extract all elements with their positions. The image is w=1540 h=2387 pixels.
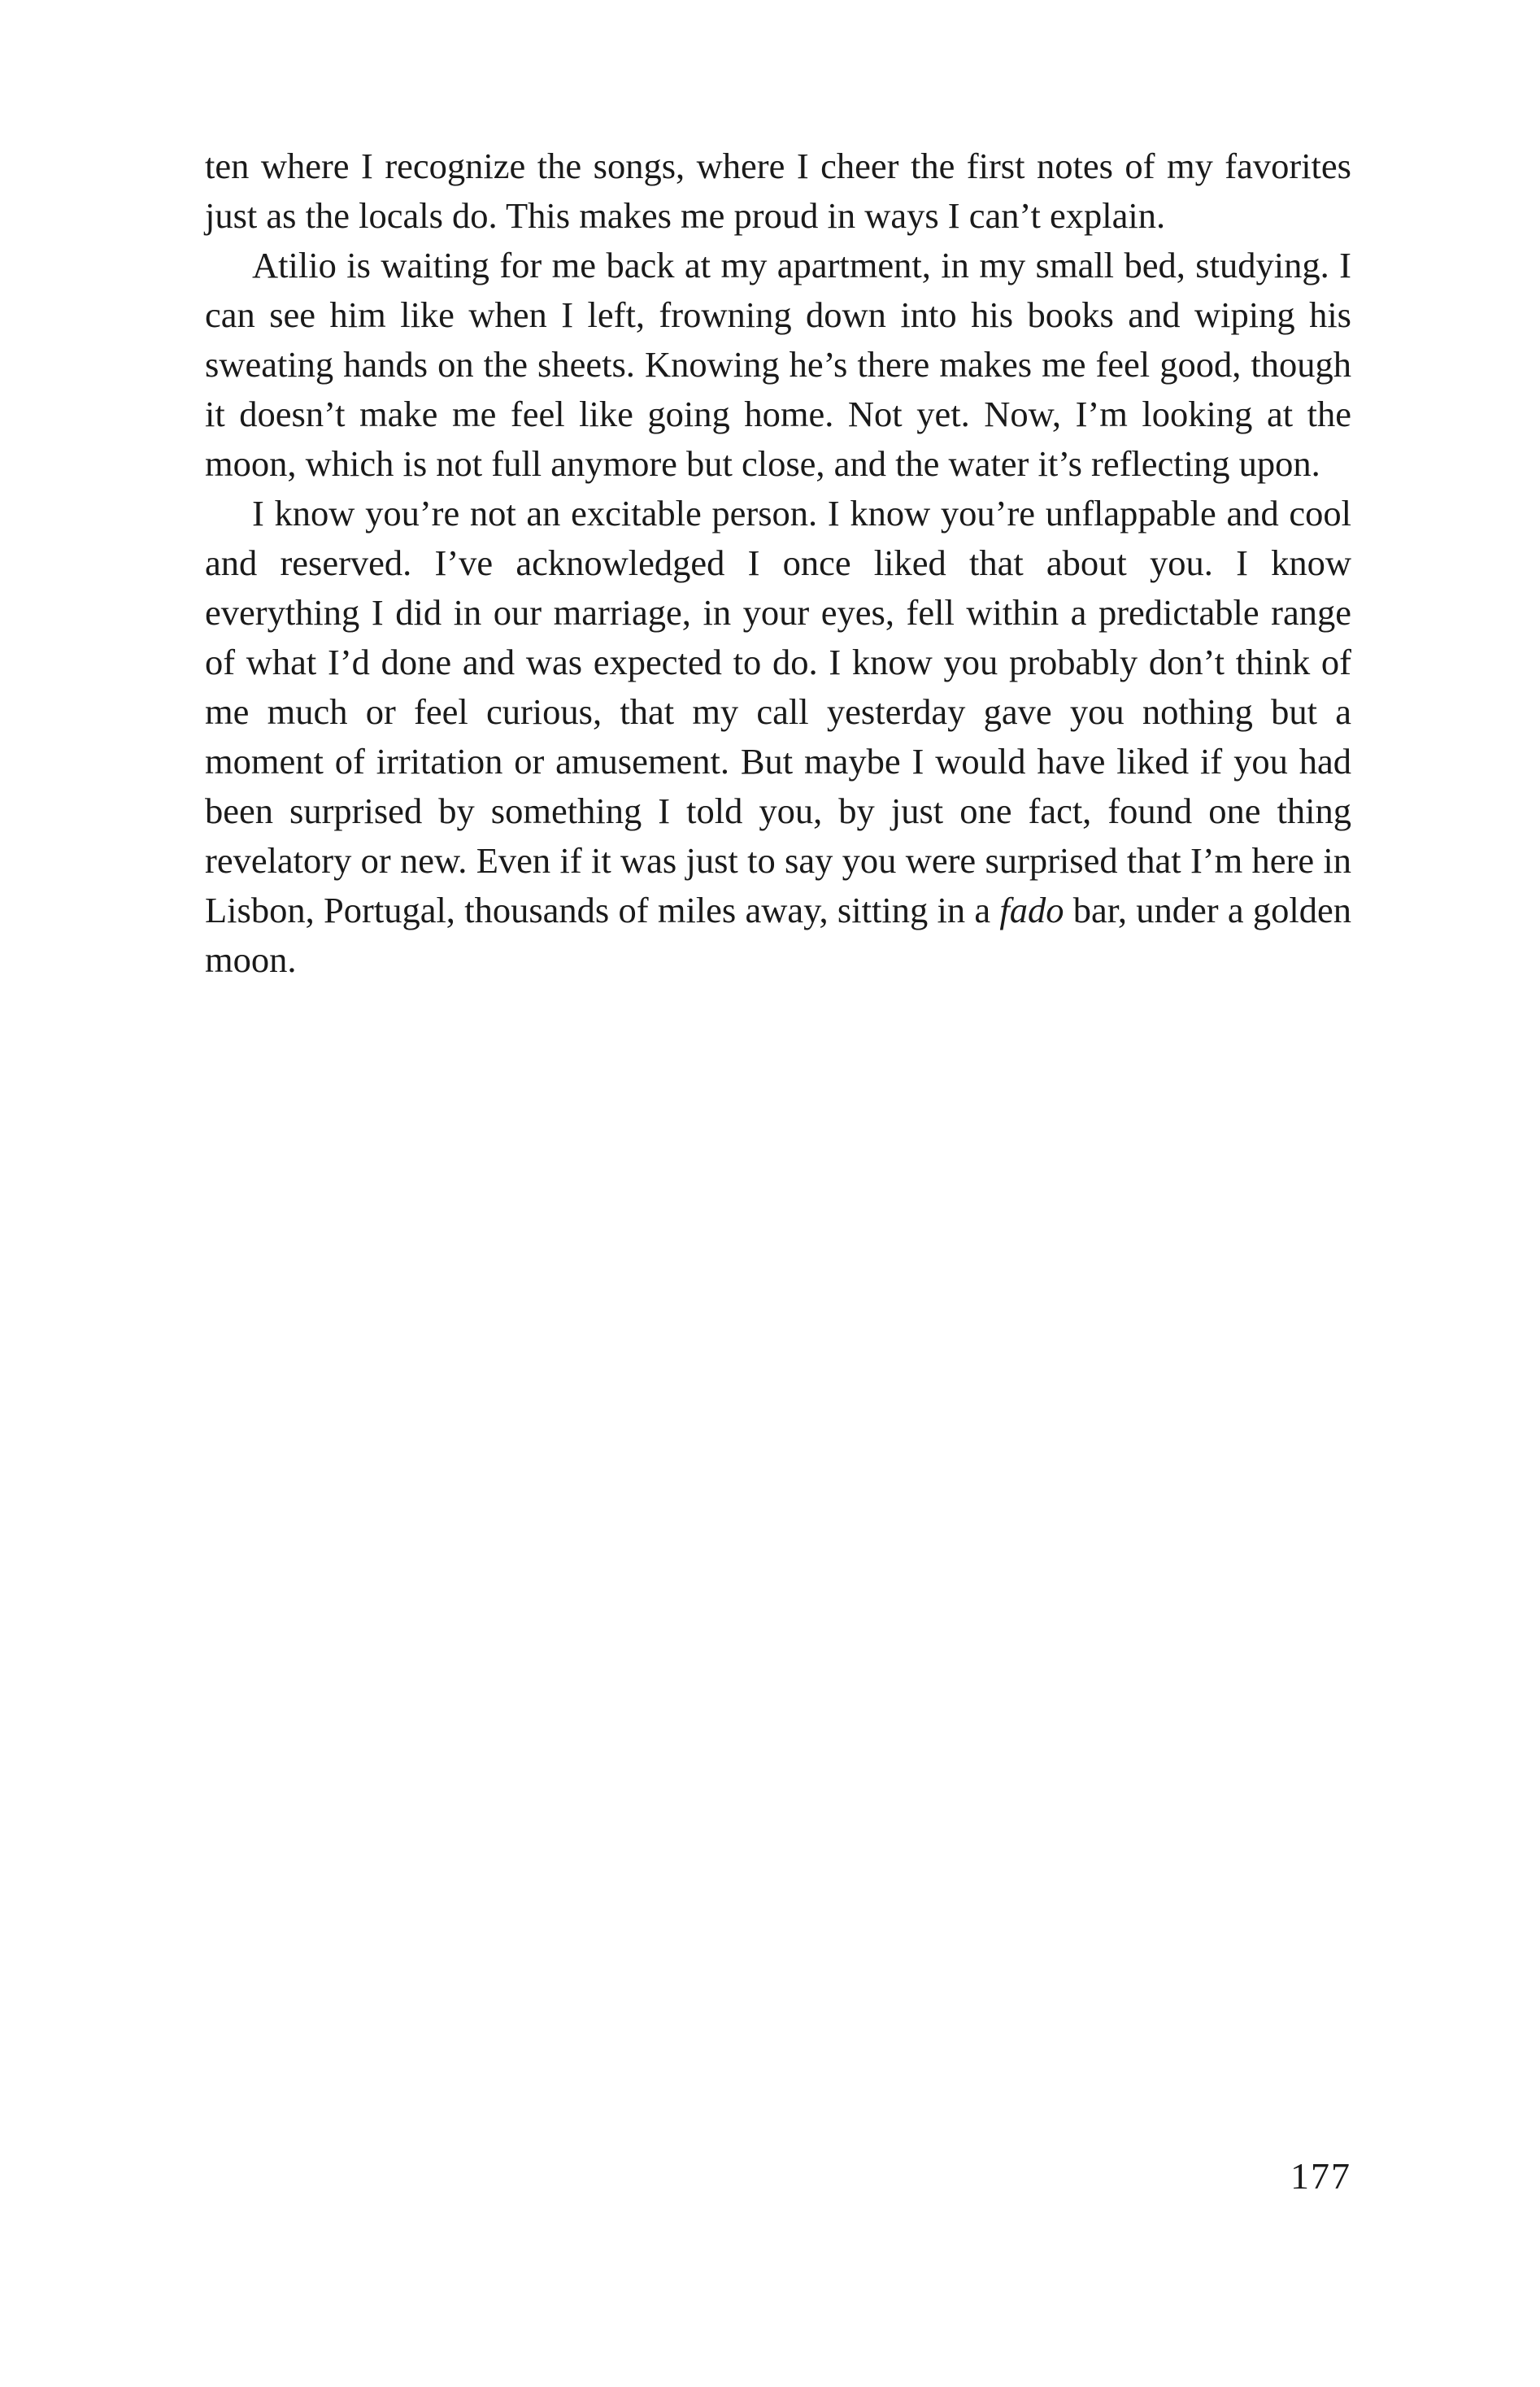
paragraph-text: I know you’re not an excitable person. I know you’re unflappable and cool and reserved. I’ve acknowledged I once liked that about you. I know everything I did in our marriage, in your eyes, fell within a predictable range of what I’d done and was expected to do. I know you probably don’t think of me much or feel curious, that my call yesterday gave you nothing but a moment of irritation or amusement. But maybe I would have liked if you had been surprised by something I told you, by just one fact, found one thing revelatory or new. Even if it was just to say you were surprised that I’m here in Lisbon, Portugal, thousands of miles away, sitting in a [205, 493, 1351, 930]
paragraph-text: Atilio is waiting for me back at my apartment, in my small bed, studying. I can see him like when I left, frowning down into his books and wiping his sweating hands on the sheets. Knowing he’s there makes me feel good, though it doesn’t make me feel like going home. Not yet. Now, I’m looking at the moon, which is not full anymore but close, and the water it’s reflecting upon. [205, 245, 1351, 484]
page-number: 177 [1290, 2155, 1351, 2197]
italic-word: fado [999, 890, 1064, 930]
paragraph [205, 142, 1351, 241]
paragraph [205, 241, 1351, 489]
paragraph-text: bar, under a golden moon. [205, 890, 1351, 980]
paragraph-text: ten where I recognize the songs, where I cheer the first notes of my favorites just as the locals do. This makes me proud in ways I can’t explain. [205, 146, 1351, 236]
paragraph [205, 489, 1351, 985]
body-text [205, 142, 1351, 985]
